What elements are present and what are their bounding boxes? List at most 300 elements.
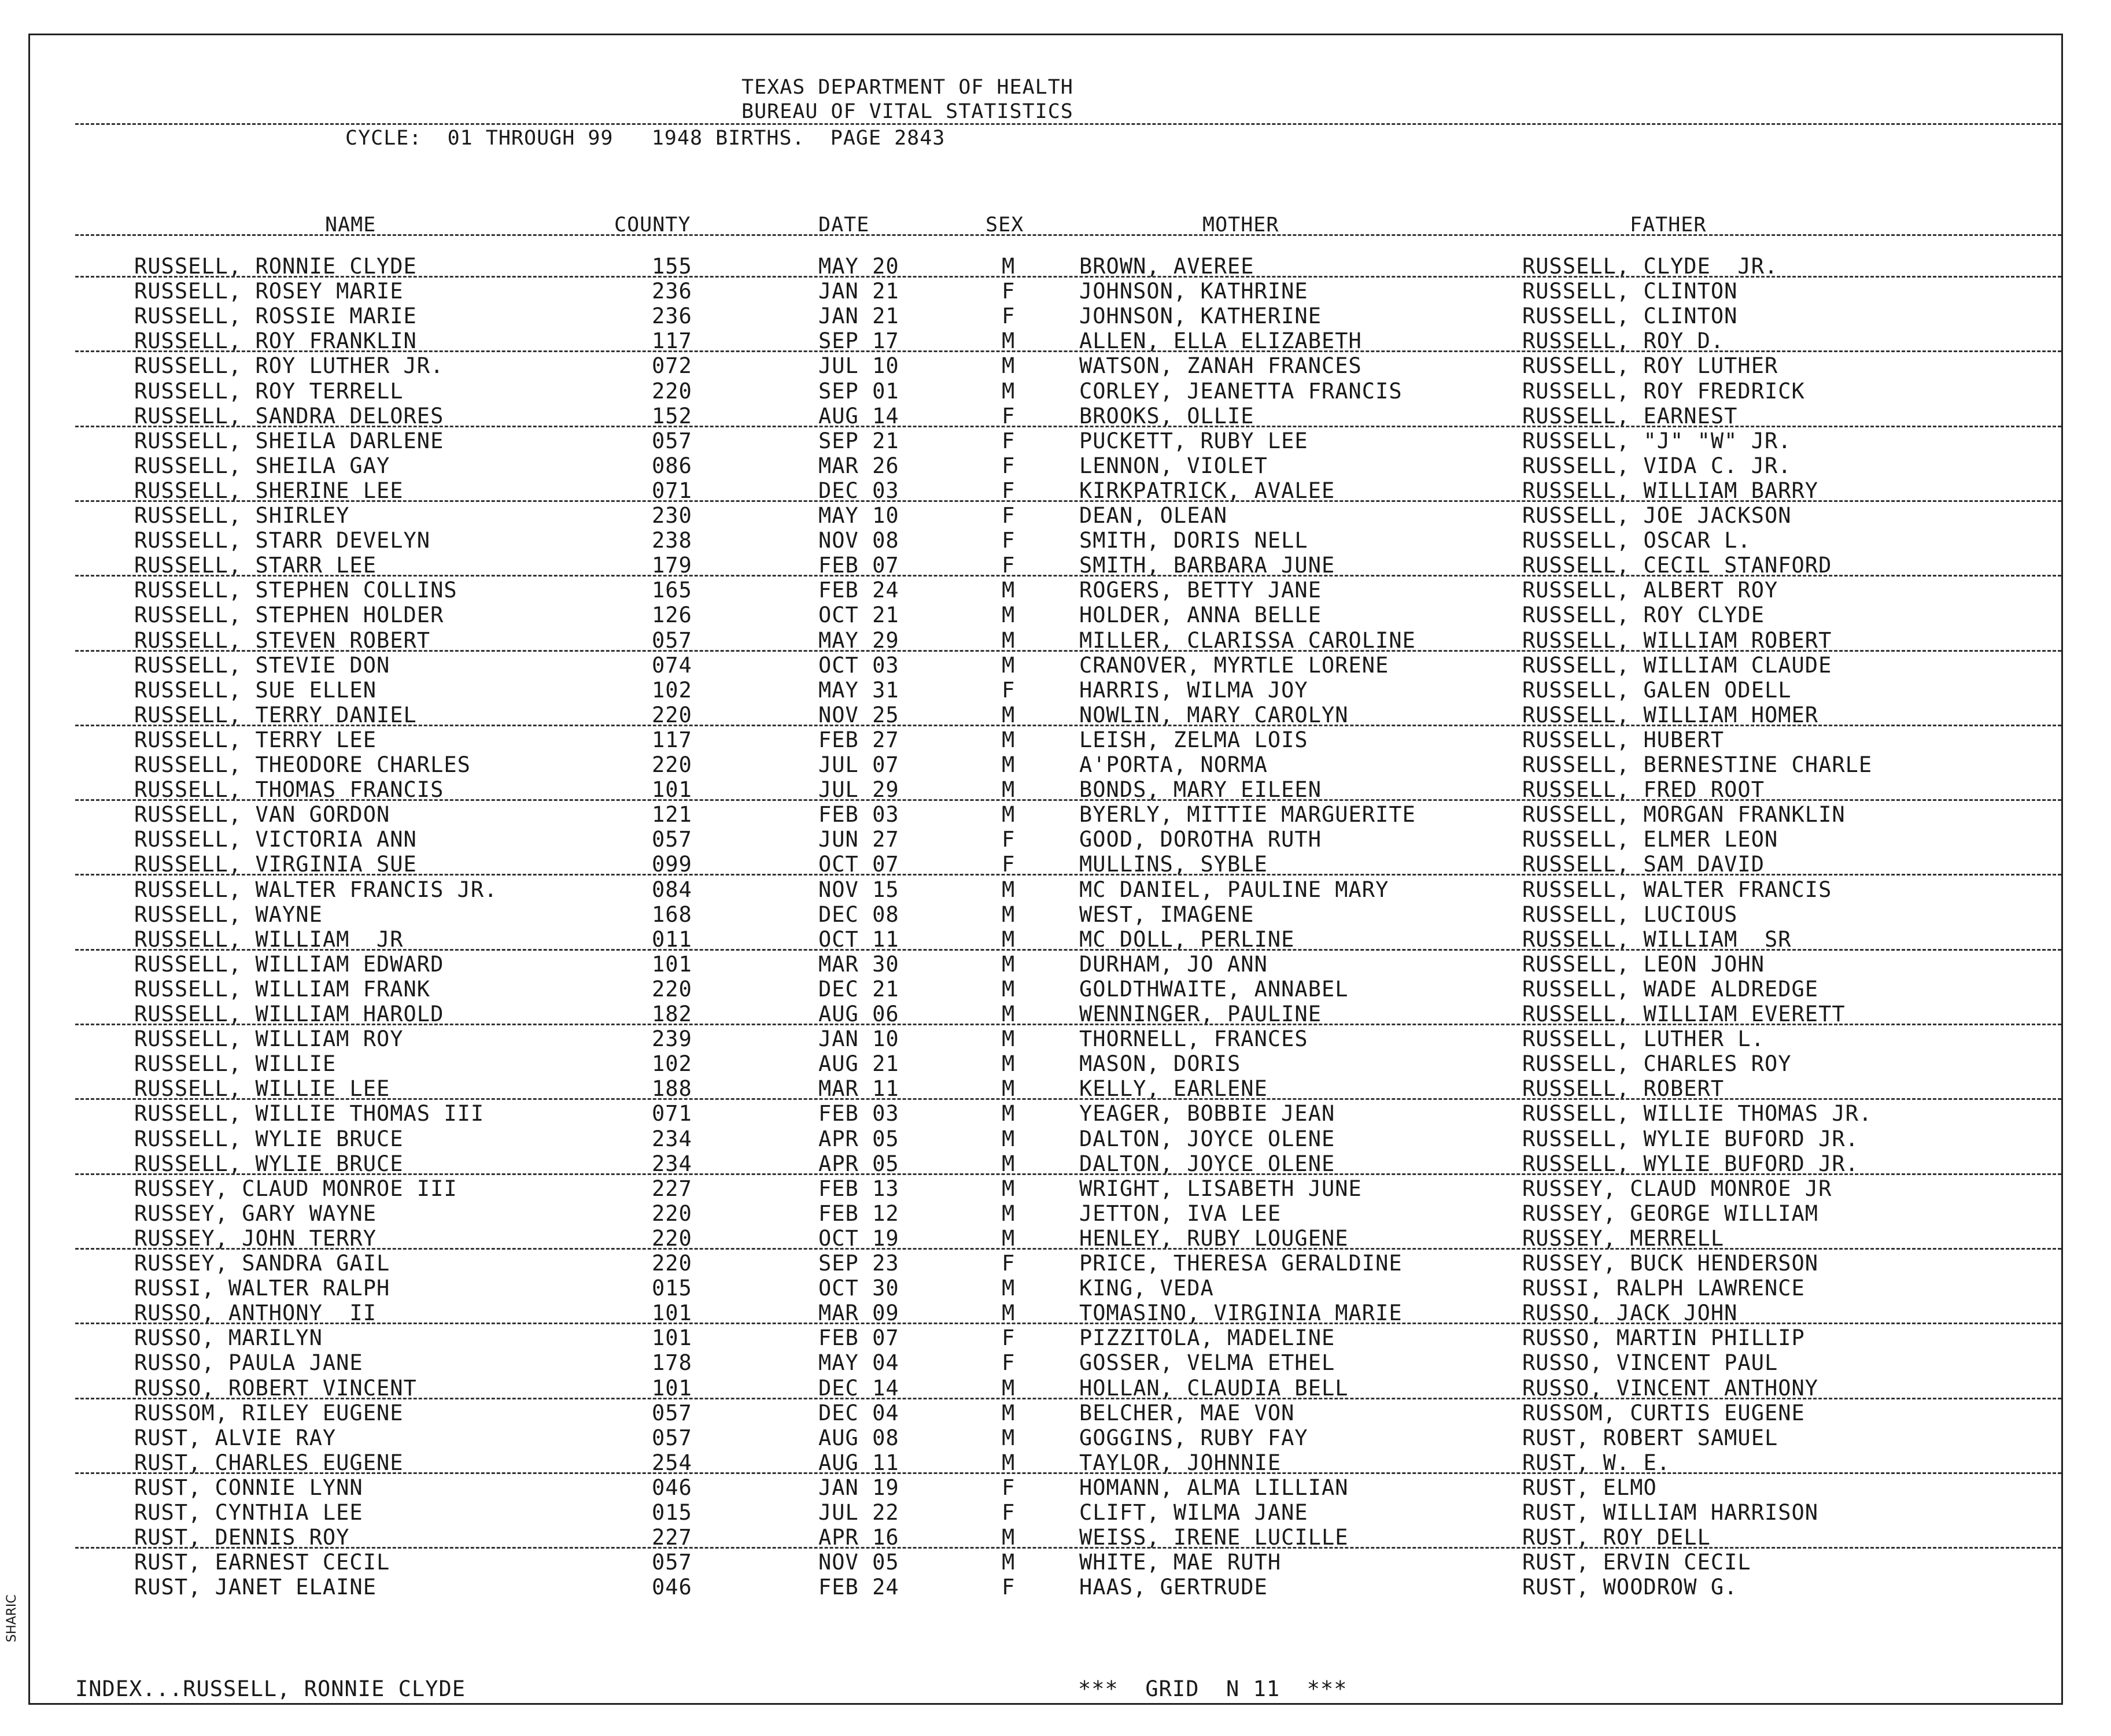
cell-county: 236 — [652, 279, 692, 304]
cell-father: RUSSELL, LUCIOUS — [1522, 902, 1738, 927]
cell-father: RUSSELL, CLINTON — [1522, 279, 1738, 304]
cell-sex: M — [1002, 1401, 1016, 1425]
cell-sex: M — [1002, 703, 1016, 727]
cell-county: 239 — [652, 1026, 692, 1051]
cell-date: JAN 21 — [818, 304, 899, 328]
cell-county: 099 — [652, 852, 692, 877]
cell-county: 101 — [652, 952, 692, 977]
cell-father: RUSSELL, JOE JACKSON — [1522, 503, 1792, 528]
cell-sex: M — [1002, 877, 1016, 902]
cell-name: RUSSELL, WILLIAM FRANK — [134, 977, 431, 1002]
cell-name: RUSSELL, ROY LUTHER JR. — [134, 353, 444, 378]
cell-name: RUSSEY, JOHN TERRY — [134, 1226, 377, 1251]
cell-name: RUSSEY, SANDRA GAIL — [134, 1251, 390, 1276]
cell-name: RUSSELL, RONNIE CLYDE — [134, 254, 417, 279]
table-row — [30, 1101, 2061, 1126]
cell-father: RUSSELL, VIDA C. JR. — [1522, 453, 1792, 478]
cell-father: RUSSELL, CECIL STANFORD — [1522, 553, 1832, 578]
header-bureau: BUREAU OF VITAL STATISTICS — [741, 100, 1073, 123]
cell-sex: M — [1002, 1176, 1016, 1201]
cell-date: MAY 04 — [818, 1350, 899, 1375]
cell-mother: LEISH, ZELMA LOIS — [1079, 727, 1308, 752]
cell-sex: M — [1002, 1002, 1016, 1026]
cell-county: 220 — [652, 1226, 692, 1251]
cell-county: 117 — [652, 727, 692, 752]
cell-county: 101 — [652, 1301, 692, 1325]
cell-mother: PRICE, THERESA GERALDINE — [1079, 1251, 1403, 1276]
table-row — [30, 528, 2061, 553]
cell-county: 234 — [652, 1126, 692, 1151]
cell-date: MAY 20 — [818, 254, 899, 279]
cell-father: RUSSELL, OSCAR L. — [1522, 528, 1751, 553]
cell-county: 220 — [652, 379, 692, 404]
footer-index: INDEX...RUSSELL, RONNIE CLYDE — [75, 1676, 466, 1701]
cell-name: RUST, JANET ELAINE — [134, 1575, 377, 1600]
cell-county: 084 — [652, 877, 692, 902]
table-row — [30, 653, 2061, 678]
cell-sex: M — [1002, 1076, 1016, 1101]
cell-mother: HOMANN, ALMA LILLIAN — [1079, 1475, 1349, 1500]
table-row — [30, 1276, 2061, 1301]
cell-date: OCT 30 — [818, 1276, 899, 1301]
cell-county: 220 — [652, 1201, 692, 1226]
table-row — [30, 1301, 2061, 1325]
cell-father: RUST, ERVIN CECIL — [1522, 1550, 1751, 1575]
cell-mother: HENLEY, RUBY LOUGENE — [1079, 1226, 1349, 1251]
cell-mother: NOWLIN, MARY CAROLYN — [1079, 703, 1349, 727]
cell-father: RUSSELL, WILLIAM CLAUDE — [1522, 653, 1832, 678]
cell-date: FEB 07 — [818, 553, 899, 578]
cell-sex: F — [1002, 1575, 1016, 1600]
cell-father: RUSSO, JACK JOHN — [1522, 1301, 1738, 1325]
cell-father: RUSSO, VINCENT PAUL — [1522, 1350, 1778, 1375]
cell-sex: F — [1002, 678, 1016, 703]
cell-sex: M — [1002, 1525, 1016, 1550]
birth-records-list — [30, 35, 2061, 1703]
cell-father: RUSSELL, WILLIAM BARRY — [1522, 478, 1819, 503]
cell-date: OCT 21 — [818, 603, 899, 627]
cell-sex: M — [1002, 1276, 1016, 1301]
cell-date: NOV 08 — [818, 528, 899, 553]
cell-name: RUSSO, ANTHONY II — [134, 1301, 377, 1325]
cell-county: 015 — [652, 1276, 692, 1301]
cell-date: AUG 21 — [818, 1051, 899, 1076]
cell-father: RUSSELL, ALBERT ROY — [1522, 578, 1778, 603]
header-agency: TEXAS DEPARTMENT OF HEALTH — [741, 76, 1073, 99]
table-row — [30, 1026, 2061, 1051]
cell-mother: BYERLY, MITTIE MARGUERITE — [1079, 802, 1416, 827]
cell-mother: GOSSER, VELMA ETHEL — [1079, 1350, 1335, 1375]
cell-mother: KELLY, EARLENE — [1079, 1076, 1268, 1101]
cell-name: RUSSELL, WILLIE — [134, 1051, 337, 1076]
cell-mother: MILLER, CLARISSA CAROLINE — [1079, 628, 1416, 653]
cell-name: RUSSELL, WILLIAM JR — [134, 927, 404, 952]
cell-county: 254 — [652, 1450, 692, 1475]
cell-father: RUSSELL, WILLIAM ROBERT — [1522, 628, 1832, 653]
cell-mother: HARRIS, WILMA JOY — [1079, 678, 1308, 703]
cell-father: RUSSELL, LUTHER L. — [1522, 1026, 1765, 1051]
cell-name: RUSSELL, WILLIE LEE — [134, 1076, 390, 1101]
column-header-county: COUNTY — [614, 213, 691, 237]
cell-mother: KING, VEDA — [1079, 1276, 1214, 1301]
cell-mother: PIZZITOLA, MADELINE — [1079, 1325, 1335, 1350]
cell-sex: M — [1002, 379, 1016, 404]
cell-sex: F — [1002, 1350, 1016, 1375]
cell-name: RUSSELL, STEVIE DON — [134, 653, 390, 678]
cell-county: 046 — [652, 1475, 692, 1500]
cell-father: RUSSELL, WILLIAM HOMER — [1522, 703, 1819, 727]
cell-date: DEC 21 — [818, 977, 899, 1002]
cell-father: RUSSELL, WYLIE BUFORD JR. — [1522, 1126, 1859, 1151]
table-row — [30, 902, 2061, 927]
cell-name: RUSSELL, WAYNE — [134, 902, 323, 927]
cell-father: RUSSELL, HUBERT — [1522, 727, 1725, 752]
cell-date: APR 05 — [818, 1126, 899, 1151]
table-row — [30, 1376, 2061, 1401]
cell-father: RUSSELL, "J" "W" JR. — [1522, 429, 1792, 453]
cell-name: RUSSELL, WILLIAM HAROLD — [134, 1002, 444, 1026]
column-header-sex: SEX — [986, 213, 1024, 237]
cell-mother: JETTON, IVA LEE — [1079, 1201, 1282, 1226]
table-row — [30, 1201, 2061, 1226]
table-row — [30, 478, 2061, 503]
cell-name: RUSSOM, RILEY EUGENE — [134, 1401, 404, 1425]
table-row — [30, 1176, 2061, 1201]
cell-name: RUSSELL, STARR LEE — [134, 553, 377, 578]
cell-date: MAR 11 — [818, 1076, 899, 1101]
cell-date: FEB 27 — [818, 727, 899, 752]
cell-sex: M — [1002, 777, 1016, 802]
side-stamp: SHARIC — [5, 1594, 19, 1642]
cell-sex: M — [1002, 578, 1016, 603]
table-row — [30, 927, 2061, 952]
table-row — [30, 429, 2061, 453]
cell-father: RUST, W. E. — [1522, 1450, 1671, 1475]
cell-sex: M — [1002, 1376, 1016, 1401]
cell-county: 102 — [652, 1051, 692, 1076]
cell-county: 117 — [652, 328, 692, 353]
cell-father: RUST, ROBERT SAMUEL — [1522, 1425, 1778, 1450]
cell-county: 102 — [652, 678, 692, 703]
cell-sex: M — [1002, 927, 1016, 952]
cell-date: DEC 04 — [818, 1401, 899, 1425]
table-row — [30, 952, 2061, 977]
cell-date: JUL 29 — [818, 777, 899, 802]
column-header-date: DATE — [818, 213, 870, 237]
cell-father: RUSSELL, CHARLES ROY — [1522, 1051, 1792, 1076]
table-row — [30, 727, 2061, 752]
cell-date: FEB 24 — [818, 578, 899, 603]
cell-county: 057 — [652, 1401, 692, 1425]
cell-date: NOV 15 — [818, 877, 899, 902]
cell-sex: M — [1002, 653, 1016, 678]
cell-sex: M — [1002, 1026, 1016, 1051]
cell-mother: WENNINGER, PAULINE — [1079, 1002, 1322, 1026]
cell-mother: WEISS, IRENE LUCILLE — [1079, 1525, 1349, 1550]
cell-name: RUST, DENNIS ROY — [134, 1525, 350, 1550]
cell-name: RUSSELL, WILLIE THOMAS III — [134, 1101, 485, 1126]
cell-sex: M — [1002, 727, 1016, 752]
cell-date: SEP 23 — [818, 1251, 899, 1276]
cell-date: AUG 06 — [818, 1002, 899, 1026]
cell-father: RUSSELL, ROY D. — [1522, 328, 1725, 353]
table-row — [30, 1350, 2061, 1375]
cell-date: FEB 07 — [818, 1325, 899, 1350]
cell-date: OCT 19 — [818, 1226, 899, 1251]
cell-name: RUSSELL, ROY TERRELL — [134, 379, 404, 404]
cell-date: MAY 31 — [818, 678, 899, 703]
table-row — [30, 827, 2061, 852]
cell-county: 071 — [652, 478, 692, 503]
cell-name: RUSSI, WALTER RALPH — [134, 1276, 390, 1301]
cell-mother: HOLDER, ANNA BELLE — [1079, 603, 1322, 627]
cell-sex: M — [1002, 1550, 1016, 1575]
cell-father: RUSSELL, CLINTON — [1522, 304, 1738, 328]
cell-county: 220 — [652, 752, 692, 777]
cell-sex: F — [1002, 1500, 1016, 1525]
cell-father: RUSSELL, EARNEST — [1522, 404, 1738, 429]
cell-father: RUSSEY, GEORGE WILLIAM — [1522, 1201, 1819, 1226]
cell-name: RUST, CONNIE LYNN — [134, 1475, 363, 1500]
cell-sex: M — [1002, 628, 1016, 653]
cell-name: RUSSELL, SHEILA GAY — [134, 453, 390, 478]
table-row — [30, 1450, 2061, 1475]
cell-mother: HAAS, GERTRUDE — [1079, 1575, 1268, 1600]
table-row — [30, 777, 2061, 802]
cell-county: 057 — [652, 429, 692, 453]
table-row — [30, 1500, 2061, 1525]
cell-name: RUSSO, MARILYN — [134, 1325, 323, 1350]
table-row — [30, 678, 2061, 703]
cell-sex: F — [1002, 827, 1016, 852]
cell-name: RUSSELL, STEPHEN HOLDER — [134, 603, 444, 627]
table-row — [30, 553, 2061, 578]
cell-name: RUSSELL, ROSSIE MARIE — [134, 304, 417, 328]
cell-date: FEB 03 — [818, 1101, 899, 1126]
cell-sex: M — [1002, 1226, 1016, 1251]
cell-county: 168 — [652, 902, 692, 927]
cell-name: RUSSELL, TERRY LEE — [134, 727, 377, 752]
cell-date: AUG 08 — [818, 1425, 899, 1450]
cell-name: RUSSEY, GARY WAYNE — [134, 1201, 377, 1226]
cell-county: 188 — [652, 1076, 692, 1101]
cell-name: RUSSELL, SHEILA DARLENE — [134, 429, 444, 453]
cell-county: 121 — [652, 802, 692, 827]
cell-county: 086 — [652, 453, 692, 478]
cell-mother: TOMASINO, VIRGINIA MARIE — [1079, 1301, 1403, 1325]
cell-mother: BONDS, MARY EILEEN — [1079, 777, 1322, 802]
cell-sex: M — [1002, 1201, 1016, 1226]
cell-date: OCT 07 — [818, 852, 899, 877]
table-row — [30, 379, 2061, 404]
cell-date: AUG 14 — [818, 404, 899, 429]
cell-name: RUSSELL, WYLIE BRUCE — [134, 1151, 404, 1176]
cell-county: 126 — [652, 603, 692, 627]
cell-mother: THORNELL, FRANCES — [1079, 1026, 1308, 1051]
cell-date: FEB 24 — [818, 1575, 899, 1600]
cell-mother: DALTON, JOYCE OLENE — [1079, 1126, 1335, 1151]
table-row — [30, 578, 2061, 603]
column-header-mother: MOTHER — [1202, 213, 1279, 237]
cell-sex: M — [1002, 353, 1016, 378]
cell-sex: F — [1002, 429, 1016, 453]
cell-sex: F — [1002, 404, 1016, 429]
cell-sex: F — [1002, 1475, 1016, 1500]
cell-mother: PUCKETT, RUBY LEE — [1079, 429, 1308, 453]
cell-sex: F — [1002, 304, 1016, 328]
cell-name: RUSSEY, CLAUD MONROE III — [134, 1176, 457, 1201]
cell-county: 227 — [652, 1525, 692, 1550]
cell-sex: M — [1002, 328, 1016, 353]
cell-mother: ALLEN, ELLA ELIZABETH — [1079, 328, 1362, 353]
cell-father: RUST, ELMO — [1522, 1475, 1657, 1500]
cell-mother: WEST, IMAGENE — [1079, 902, 1254, 927]
cell-date: SEP 17 — [818, 328, 899, 353]
cell-father: RUSSELL, WADE ALDREDGE — [1522, 977, 1819, 1002]
cell-sex: M — [1002, 802, 1016, 827]
cell-father: RUSSELL, WYLIE BUFORD JR. — [1522, 1151, 1859, 1176]
cell-date: MAR 26 — [818, 453, 899, 478]
table-row — [30, 453, 2061, 478]
cell-date: NOV 05 — [818, 1550, 899, 1575]
cell-county: 152 — [652, 404, 692, 429]
cell-county: 220 — [652, 977, 692, 1002]
cell-mother: MULLINS, SYBLE — [1079, 852, 1268, 877]
cell-father: RUST, WILLIAM HARRISON — [1522, 1500, 1819, 1525]
cell-date: SEP 01 — [818, 379, 899, 404]
cell-sex: F — [1002, 852, 1016, 877]
footer-grid: *** GRID N 11 *** — [1078, 1676, 1348, 1701]
cell-father: RUSSELL, MORGAN FRANKLIN — [1522, 802, 1846, 827]
cell-father: RUSSELL, WILLIE THOMAS JR. — [1522, 1101, 1873, 1126]
cell-sex: M — [1002, 977, 1016, 1002]
cell-sex: M — [1002, 902, 1016, 927]
cell-name: RUSSELL, SHERINE LEE — [134, 478, 404, 503]
cell-sex: F — [1002, 453, 1016, 478]
cell-father: RUSSELL, WILLIAM SR — [1522, 927, 1792, 952]
cell-date: FEB 03 — [818, 802, 899, 827]
table-row — [30, 1550, 2061, 1575]
cell-county: 015 — [652, 1500, 692, 1525]
cell-date: APR 05 — [818, 1151, 899, 1176]
cell-mother: KIRKPATRICK, AVALEE — [1079, 478, 1335, 503]
cell-county: 101 — [652, 1376, 692, 1401]
cell-date: DEC 08 — [818, 902, 899, 927]
cell-county: 101 — [652, 1325, 692, 1350]
cell-name: RUSSELL, ROSEY MARIE — [134, 279, 404, 304]
cell-date: DEC 03 — [818, 478, 899, 503]
cell-mother: BELCHER, MAE VON — [1079, 1401, 1295, 1425]
cell-father: RUSSO, MARTIN PHILLIP — [1522, 1325, 1805, 1350]
cell-mother: GOGGINS, RUBY FAY — [1079, 1425, 1308, 1450]
cell-father: RUSSELL, CLYDE JR. — [1522, 254, 1778, 279]
table-row — [30, 703, 2061, 727]
cell-date: JAN 10 — [818, 1026, 899, 1051]
cell-county: 071 — [652, 1101, 692, 1126]
cell-mother: SMITH, BARBARA JUNE — [1079, 553, 1335, 578]
table-row — [30, 628, 2061, 653]
cell-county: 230 — [652, 503, 692, 528]
table-row — [30, 1575, 2061, 1600]
table-row — [30, 1226, 2061, 1251]
cell-mother: JOHNSON, KATHERINE — [1079, 304, 1322, 328]
table-row — [30, 1475, 2061, 1500]
cell-father: RUSSELL, WILLIAM EVERETT — [1522, 1002, 1846, 1026]
table-row — [30, 328, 2061, 353]
cell-date: MAY 29 — [818, 628, 899, 653]
cell-mother: ROGERS, BETTY JANE — [1079, 578, 1322, 603]
cell-date: FEB 13 — [818, 1176, 899, 1201]
cell-county: 234 — [652, 1151, 692, 1176]
table-row — [30, 752, 2061, 777]
cell-name: RUSSELL, WYLIE BRUCE — [134, 1126, 404, 1151]
cell-county: 057 — [652, 1425, 692, 1450]
cell-county: 046 — [652, 1575, 692, 1600]
table-row — [30, 877, 2061, 902]
cell-mother: CORLEY, JEANETTA FRANCIS — [1079, 379, 1403, 404]
cell-sex: F — [1002, 1251, 1016, 1276]
cell-father: RUSSELL, SAM DAVID — [1522, 852, 1765, 877]
cell-mother: HOLLAN, CLAUDIA BELL — [1079, 1376, 1349, 1401]
cell-name: RUSSELL, VICTORIA ANN — [134, 827, 417, 852]
cell-sex: M — [1002, 1450, 1016, 1475]
table-row — [30, 1425, 2061, 1450]
cell-name: RUSSELL, SHIRLEY — [134, 503, 350, 528]
cell-name: RUSSELL, WILLIAM ROY — [134, 1026, 404, 1051]
cell-father: RUSSELL, ROY FREDRICK — [1522, 379, 1805, 404]
cell-father: RUST, ROY DELL — [1522, 1525, 1711, 1550]
table-row — [30, 279, 2061, 304]
table-row — [30, 353, 2061, 378]
cell-sex: M — [1002, 1151, 1016, 1176]
cell-name: RUST, CYNTHIA LEE — [134, 1500, 363, 1525]
table-row — [30, 1251, 2061, 1276]
cell-name: RUST, EARNEST CECIL — [134, 1550, 390, 1575]
cell-county: 179 — [652, 553, 692, 578]
cell-date: JUN 27 — [818, 827, 899, 852]
cell-sex: M — [1002, 1051, 1016, 1076]
table-row — [30, 304, 2061, 328]
cell-sex: F — [1002, 503, 1016, 528]
table-row — [30, 852, 2061, 877]
cell-name: RUSSELL, STEPHEN COLLINS — [134, 578, 457, 603]
cell-father: RUSSELL, ROY CLYDE — [1522, 603, 1765, 627]
cell-name: RUSSO, PAULA JANE — [134, 1350, 363, 1375]
cell-date: NOV 25 — [818, 703, 899, 727]
cell-mother: BROOKS, OLLIE — [1079, 404, 1254, 429]
cell-mother: WATSON, ZANAH FRANCES — [1079, 353, 1362, 378]
cell-county: 057 — [652, 1550, 692, 1575]
cell-father: RUSSELL, FRED ROOT — [1522, 777, 1765, 802]
cell-mother: DALTON, JOYCE OLENE — [1079, 1151, 1335, 1176]
table-row — [30, 802, 2061, 827]
cell-name: RUSSELL, SUE ELLEN — [134, 678, 377, 703]
cell-mother: YEAGER, BOBBIE JEAN — [1079, 1101, 1335, 1126]
cell-date: OCT 11 — [818, 927, 899, 952]
cell-county: 101 — [652, 777, 692, 802]
cell-mother: MC DOLL, PERLINE — [1079, 927, 1295, 952]
table-row — [30, 1525, 2061, 1550]
cell-county: 220 — [652, 1251, 692, 1276]
cell-date: MAR 30 — [818, 952, 899, 977]
cell-date: MAR 09 — [818, 1301, 899, 1325]
cell-name: RUSSELL, VAN GORDON — [134, 802, 390, 827]
cell-sex: M — [1002, 1301, 1016, 1325]
cell-sex: F — [1002, 478, 1016, 503]
cell-name: RUSSELL, THEODORE CHARLES — [134, 752, 471, 777]
cell-mother: WRIGHT, LISABETH JUNE — [1079, 1176, 1362, 1201]
cell-mother: CLIFT, WILMA JANE — [1079, 1500, 1308, 1525]
